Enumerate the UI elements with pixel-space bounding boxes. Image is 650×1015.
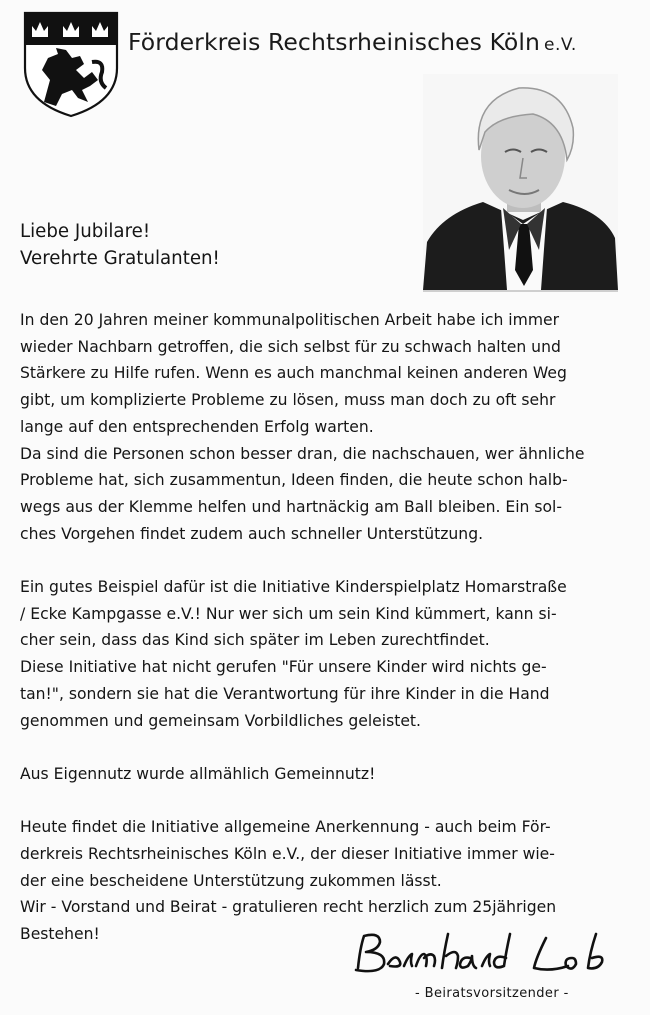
text-line: Diese Initiative hat nicht gerufen "Für unsere Kinder wird nichts ge- — [20, 658, 547, 677]
text-line: wegs aus der Klemme helfen und hartnäckig am Ball bleiben. Ein sol- — [20, 497, 563, 516]
handwritten-signature — [350, 928, 625, 980]
text-line: Da sind die Personen schon besser dran, die nachschauen, wer ähnliche — [20, 444, 585, 463]
text-line: Probleme hat, sich zusammentun, Ideen finden, die heute schon halb- — [20, 471, 568, 490]
text-line: lange auf den entsprechenden Erfolg warten. — [20, 417, 374, 436]
greeting-line: Verehrte Gratulanten! — [20, 248, 220, 269]
signatory-title: - Beiratsvorsitzender - — [415, 986, 569, 1001]
text-line: cher sein, dass das Kind sich später im Leben zurechtfindet. — [20, 631, 490, 650]
portrait-photo — [423, 74, 618, 292]
text-line: der eine bescheidene Unterstützung zukommen lässt. — [20, 871, 442, 890]
organization-suffix: e.V. — [544, 35, 577, 55]
text-line: tan!", sondern sie hat die Verantwortung für ihre Kinder in die Hand — [20, 684, 550, 703]
organization-title: Förderkreis Rechtsrheinisches Köln — [128, 28, 541, 56]
organization-name — [128, 28, 577, 56]
text-line: genommen und gemeinsam Vorbildliches geleistet. — [20, 711, 421, 730]
greeting-line: Liebe Jubilare! — [20, 221, 151, 242]
letter-body — [20, 307, 632, 948]
text-line: gibt, um komplizierte Probleme zu lösen, muss man doch zu oft sehr — [20, 391, 556, 410]
text-line: Heute findet die Initiative allgemeine Anerkennung - auch beim För- — [20, 818, 551, 837]
text-line: Bestehen! — [20, 925, 100, 944]
text-line: In den 20 Jahren meiner kommunalpolitischen Arbeit habe ich immer — [20, 311, 560, 329]
text-line: / Ecke Kampgasse e.V.! Nur wer sich um sein Kind kümmert, kann si- — [20, 604, 557, 623]
paragraph-gap — [20, 788, 632, 815]
text-line: Stärkere zu Hilfe rufen. Wenn es auch manchmal keinen anderen Weg — [20, 364, 567, 383]
text-line: Wir - Vorstand und Beirat - gratulieren recht herzlich zum 25jährigen — [20, 898, 557, 917]
text-line: ches Vorgehen findet zudem auch schneller Unterstützung. — [20, 524, 484, 543]
text-line: wieder Nachbarn getroffen, die sich selbst für zu schwach halten und — [20, 337, 561, 356]
text-line: Ein gutes Beispiel dafür ist die Initiative Kinderspielplatz Homarstraße — [20, 578, 567, 597]
text-line: derkreis Rechtsrheinisches Köln e.V., der dieser Initiative immer wie- — [20, 845, 555, 864]
greeting — [20, 218, 220, 272]
paragraph-gap — [20, 734, 632, 761]
text-line: Aus Eigennutz wurde allmählich Gemeinnutz! — [20, 764, 376, 783]
coat-of-arms-icon — [22, 10, 120, 118]
paragraph-gap — [20, 547, 632, 574]
